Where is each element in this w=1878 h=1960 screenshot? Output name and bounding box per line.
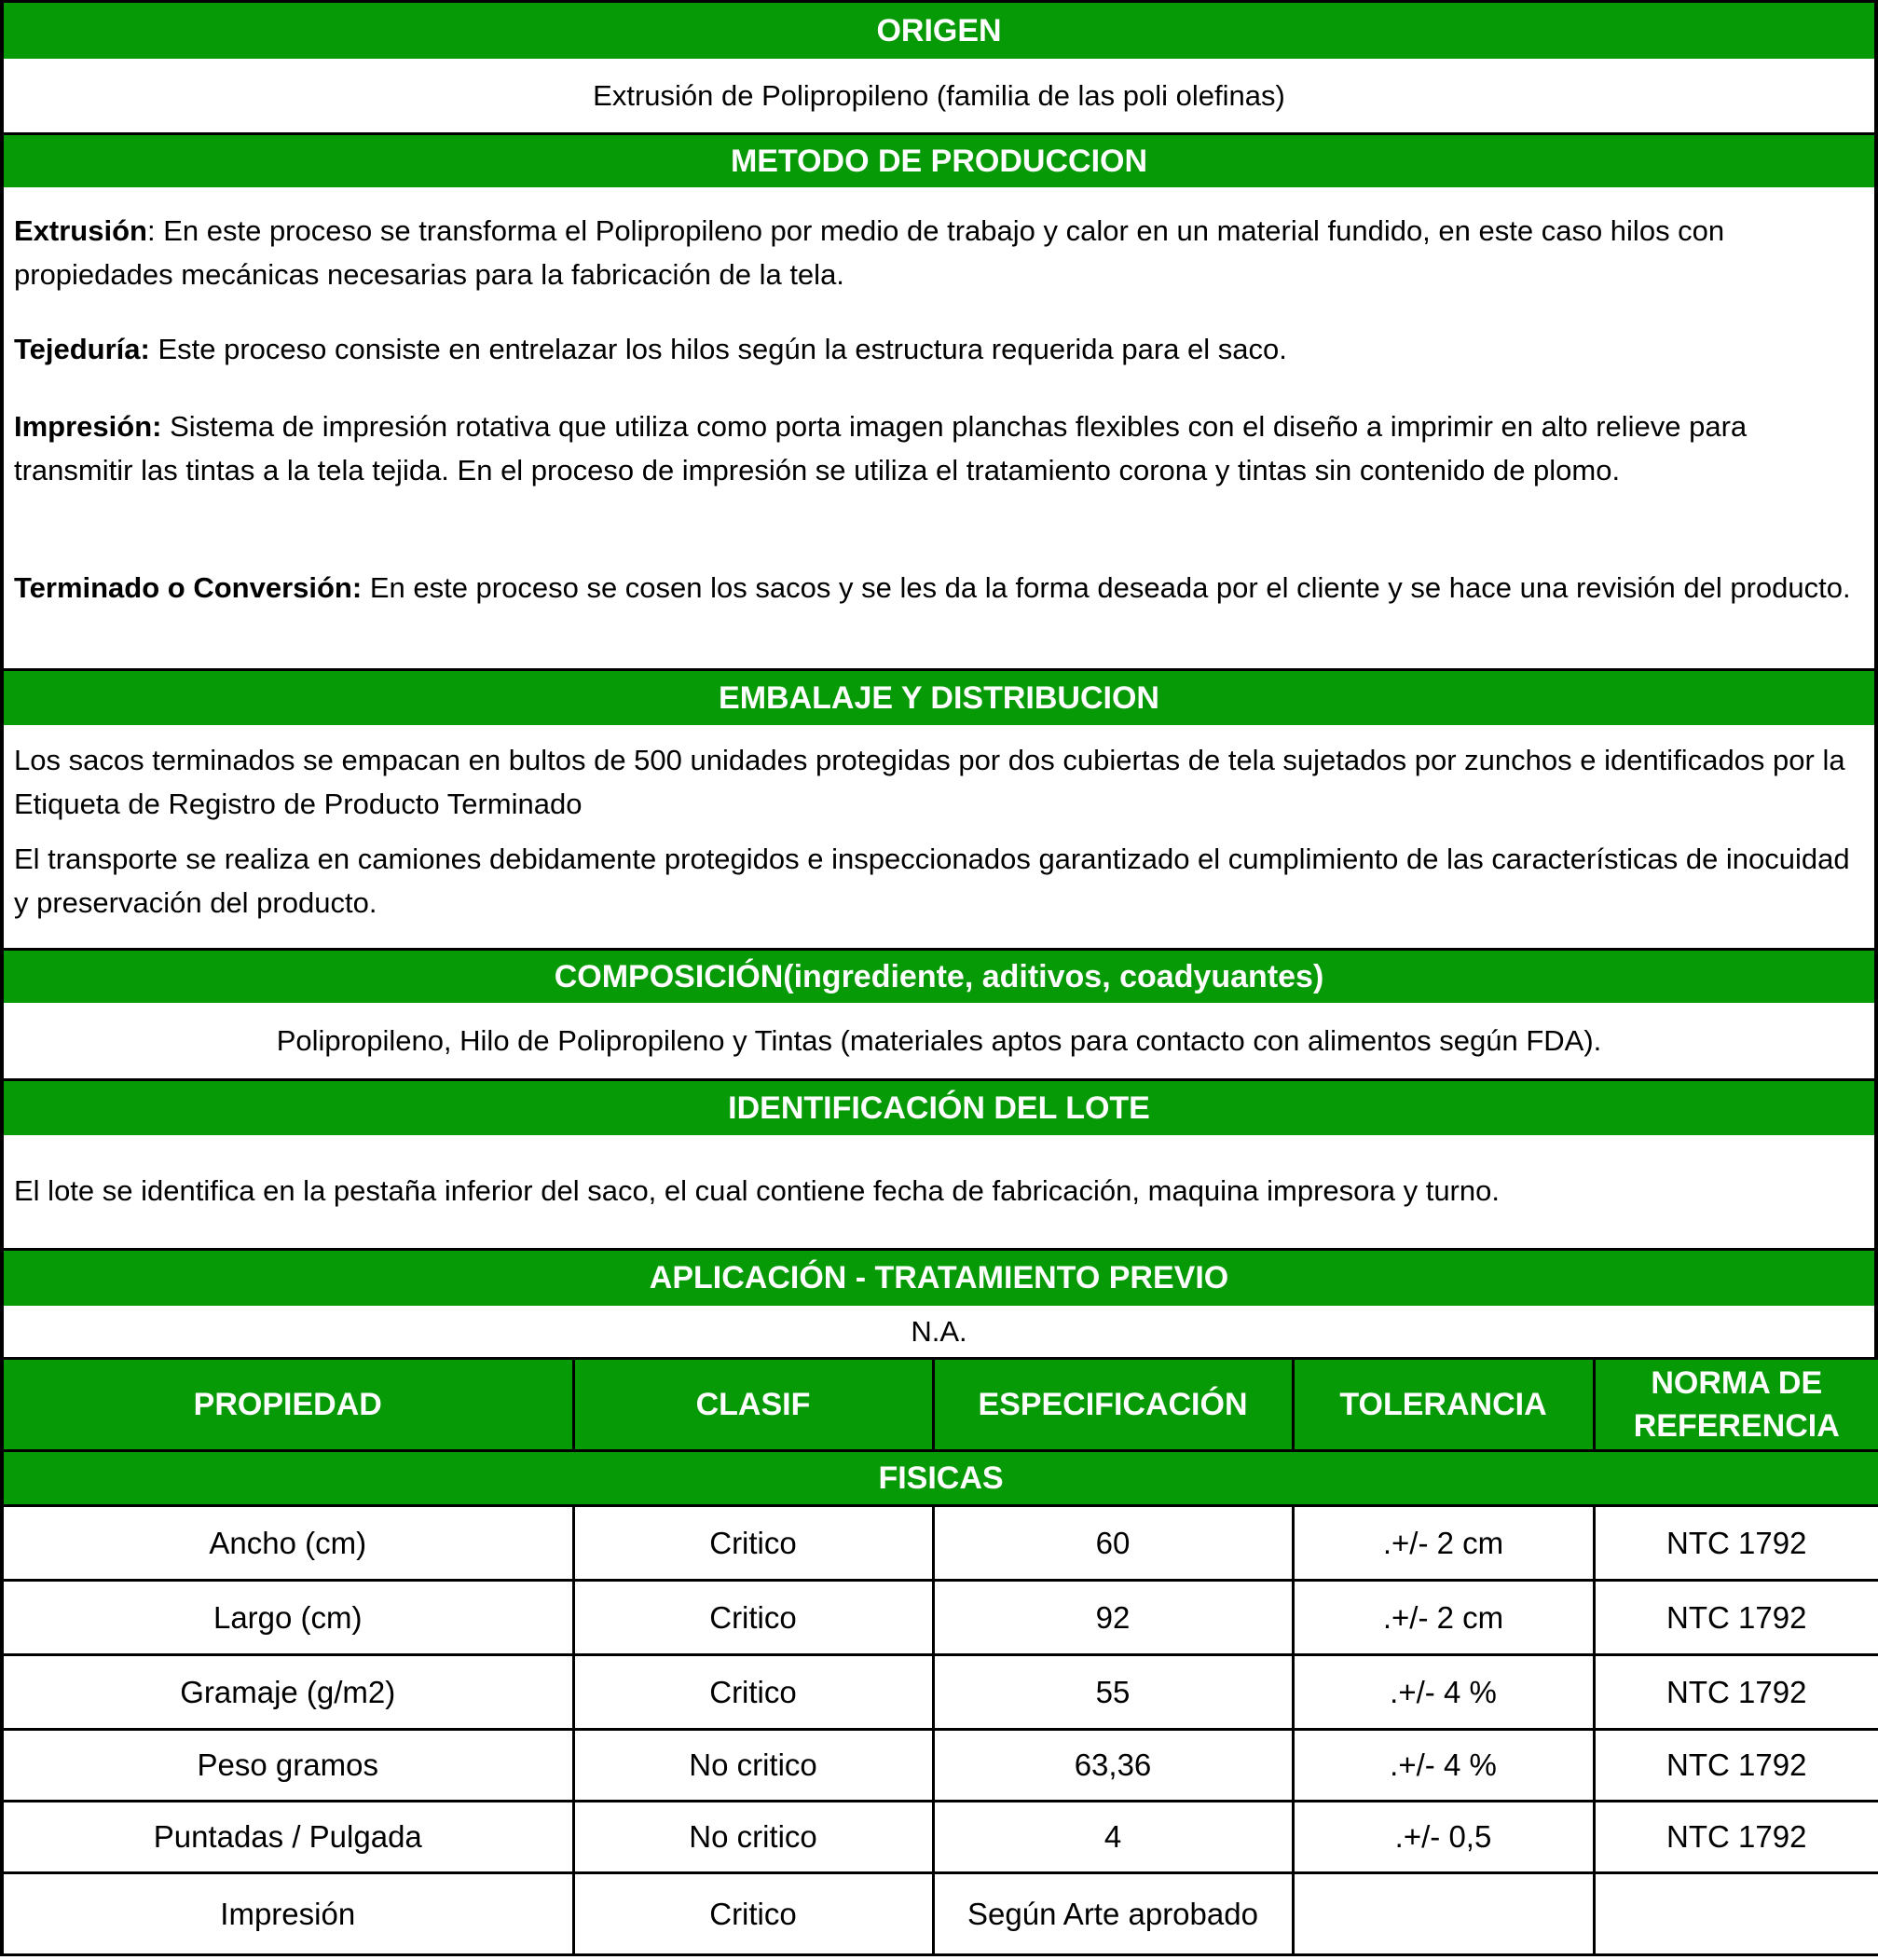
- table-row: [2, 1730, 1878, 1802]
- cell-norma: NTC 1792: [1594, 1506, 1878, 1581]
- metodo-item-impresion: [14, 404, 1859, 492]
- metodo-body: [0, 187, 1878, 668]
- cell-clasif: Critico: [573, 1873, 933, 1955]
- cell-tolerancia: .+/- 2 cm: [1293, 1506, 1594, 1581]
- section-header-aplicacion: [0, 1251, 1878, 1306]
- cell-propiedad: Peso gramos: [2, 1730, 573, 1802]
- item-label: Impresión:: [14, 410, 162, 443]
- cell-norma: NTC 1792: [1594, 1802, 1878, 1873]
- group-fisicas: FISICAS: [2, 1451, 1878, 1506]
- origen-body: [0, 59, 1878, 132]
- cell-norma: NTC 1792: [1594, 1730, 1878, 1802]
- item-text: Sistema de impresión rotativa que utiliza como porta imagen planchas flexibles con el diseño a imprimir en alto relieve para transmitir las tintas a la tela tejida. En el proceso de impresión se utiliza el tratamiento corona y tintas sin contenido de plomo.: [14, 410, 1748, 487]
- section-header-lote: [0, 1081, 1878, 1135]
- cell-especificacion: 4: [933, 1802, 1293, 1873]
- origen-text: Extrusión de Polipropileno (familia de las poli olefinas): [593, 78, 1285, 112]
- cell-propiedad: Impresión: [2, 1873, 573, 1955]
- lote-body: [0, 1135, 1878, 1248]
- section-title: COMPOSICIÓN(ingrediente, aditivos, coadyuantes): [554, 958, 1324, 994]
- table-row: [2, 1802, 1878, 1873]
- metodo-item-terminado: [14, 566, 1859, 610]
- embalaje-paragraph-2: El transporte se realiza en camiones debidamente protegidos e inspeccionados garantizado el cumplimiento de las características de inocuidad y preservación del producto.: [14, 843, 1850, 919]
- metodo-item-tejeduria: [14, 327, 1859, 371]
- item-label: Tejeduría:: [14, 333, 150, 365]
- cell-clasif: Critico: [573, 1655, 933, 1730]
- cell-tolerancia: .+/- 4 %: [1293, 1655, 1594, 1730]
- cell-propiedad: Ancho (cm): [2, 1506, 573, 1581]
- item-text: En este proceso se transforma el Polipropileno por medio de trabajo y calor en un material fundido, en este caso hilos con propiedades mecánicas necesarias para la fabricación de la tela.: [14, 214, 1725, 291]
- cell-clasif: Critico: [573, 1506, 933, 1581]
- table-row: [2, 1581, 1878, 1655]
- cell-tolerancia: .+/- 0,5: [1293, 1802, 1594, 1873]
- cell-clasif: No critico: [573, 1730, 933, 1802]
- metodo-item-extrusion: Extrusión: En este proceso se transforma el Polipropileno por medio de trabajo y calor en un material fundido, en este caso hilos con propiedades mecánicas necesarias para la fabricación de la tela.: [14, 214, 1725, 291]
- item-text: Este proceso consiste en entrelazar los hilos según la estructura requerida para el saco.: [158, 333, 1287, 365]
- cell-norma: NTC 1792: [1594, 1581, 1878, 1655]
- cell-propiedad: Gramaje (g/m2): [2, 1655, 573, 1730]
- composicion-body: [0, 1003, 1878, 1078]
- cell-especificacion: Según Arte aprobado: [933, 1873, 1293, 1955]
- section-title: EMBALAJE Y DISTRIBUCION: [719, 679, 1159, 716]
- cell-propiedad: Largo (cm): [2, 1581, 573, 1655]
- section-header-metodo: [0, 135, 1878, 187]
- cell-tolerancia: [1293, 1873, 1594, 1955]
- cell-clasif: Critico: [573, 1581, 933, 1655]
- composicion-text: Polipropileno, Hilo de Polipropileno y Tintas (materiales aptos para contacto con alimentos según FDA).: [276, 1023, 1602, 1057]
- section-title: METODO DE PRODUCCION: [730, 143, 1148, 179]
- section-title: APLICACIÓN - TRATAMIENTO PREVIO: [649, 1260, 1229, 1295]
- group-row: [2, 1451, 1878, 1506]
- item-text: En este proceso se cosen los sacos y se les da la forma deseada por el cliente y se hace una revisión del producto.: [369, 571, 1851, 604]
- header-clasif: CLASIF: [573, 1359, 933, 1451]
- table-row: [2, 1873, 1878, 1955]
- lote-text: El lote se identifica en la pestaña inferior del saco, el cual contiene fecha de fabricación, maquina impresora y turno.: [14, 1174, 1500, 1207]
- header-tolerancia: TOLERANCIA: [1293, 1359, 1594, 1451]
- properties-table: [0, 1357, 1878, 1956]
- cell-tolerancia: .+/- 2 cm: [1293, 1581, 1594, 1655]
- aplicacion-text: N.A.: [911, 1314, 967, 1348]
- cell-propiedad: Puntadas / Pulgada: [2, 1802, 573, 1873]
- section-header-composicion: [0, 951, 1878, 1003]
- cell-norma: [1594, 1873, 1878, 1955]
- cell-especificacion: 60: [933, 1506, 1293, 1581]
- section-header-origen: [0, 3, 1878, 59]
- cell-clasif: No critico: [573, 1802, 933, 1873]
- cell-tolerancia: .+/- 4 %: [1293, 1730, 1594, 1802]
- table-row: [2, 1655, 1878, 1730]
- header-especificacion: ESPECIFICACIÓN: [933, 1359, 1293, 1451]
- item-label: Extrusión: [14, 214, 147, 247]
- table-row: [2, 1506, 1878, 1581]
- cell-especificacion: 63,36: [933, 1730, 1293, 1802]
- cell-norma: NTC 1792: [1594, 1655, 1878, 1730]
- header-norma: NORMA DE REFERENCIA: [1594, 1359, 1878, 1451]
- section-header-embalaje: [0, 671, 1878, 725]
- embalaje-body: [0, 725, 1878, 948]
- embalaje-paragraph-1: Los sacos terminados se empacan en bultos de 500 unidades protegidas por dos cubiertas de tela sujetados por zunchos e identificados por la Etiqueta de Registro de Producto Terminado: [14, 744, 1845, 820]
- section-title: ORIGEN: [876, 12, 1002, 48]
- section-title: IDENTIFICACIÓN DEL LOTE: [728, 1090, 1150, 1126]
- header-propiedad: PROPIEDAD: [2, 1359, 573, 1451]
- cell-especificacion: 55: [933, 1655, 1293, 1730]
- aplicacion-body: [0, 1306, 1878, 1357]
- table-header-row: [2, 1359, 1878, 1451]
- item-label: Terminado o Conversión:: [14, 571, 363, 604]
- cell-especificacion: 92: [933, 1581, 1293, 1655]
